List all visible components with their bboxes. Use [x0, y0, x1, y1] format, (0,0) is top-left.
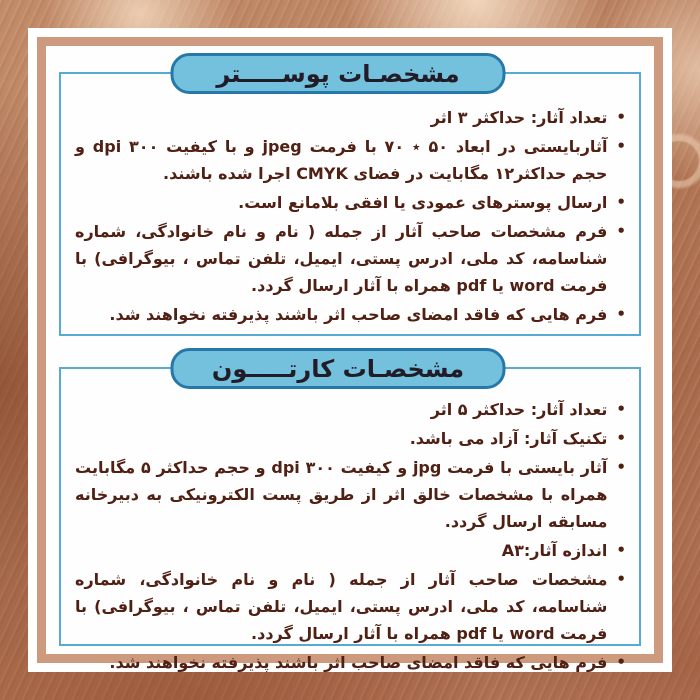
- list-item: [75, 537, 626, 564]
- list-item: [75, 425, 626, 452]
- list-item: [75, 104, 626, 131]
- list-item: [75, 301, 626, 328]
- section-poster-specs: [59, 59, 641, 336]
- bullet-icon: •: [616, 137, 626, 155]
- list-item: [75, 649, 626, 676]
- list-item-text: اندازه آثار:A۳: [501, 541, 608, 560]
- list-item: [75, 454, 626, 535]
- bullet-icon: •: [616, 570, 626, 588]
- section-cartoon-specs: [59, 354, 641, 672]
- cartoon-specs-list: [61, 369, 639, 684]
- list-item-text: مشخصات صاحب آثار از جمله ( نام و نام خانوادگی، شماره شناسامه، کد ملی، ادرس پستی، ایمیل، تلفن تماس ، بیوگرافی) با فرمت word یا pdf همراه با آثار ارسال گردد.: [75, 570, 608, 643]
- poster-specs-list: [61, 74, 639, 336]
- bullet-icon: •: [616, 222, 626, 240]
- bullet-icon: •: [616, 193, 626, 211]
- list-item-text: فرم هایی که فاقد امضای صاحب اثر باشند پذیرفته نخواهند شد.: [109, 653, 608, 672]
- list-item-text: تعداد آثار: حداکثر ۳ اثر: [430, 108, 608, 127]
- list-item: [75, 218, 626, 299]
- poster-specs-header: [171, 53, 506, 94]
- list-item: [75, 396, 626, 423]
- list-item: [75, 189, 626, 216]
- bullet-icon: •: [616, 541, 626, 559]
- cartoon-specs-title: مشخصـات کارتـــــون: [211, 354, 465, 383]
- list-item-text: تعداد آثار: حداکثر ۵ اثر: [430, 400, 608, 419]
- list-item-text: تکنیک آثار: آزاد می باشد.: [409, 429, 608, 448]
- poster-specs-title: مشخصـات پوســـــتر: [216, 59, 460, 88]
- list-item-text: آثاربایستی در ابعاد ۵۰ ٭ ۷۰ با فرمت jpeg و با کیفیت ۳۰۰ dpi و حجم حداکثر۱۲ مگابایت در فضای CMYK اجرا شده باشند.: [75, 137, 608, 183]
- list-item-text: فرم هایی که فاقد امضای صاحب اثر باشند پذیرفته نخواهند شد.: [109, 305, 608, 324]
- cartoon-specs-header: [171, 348, 506, 389]
- bullet-icon: •: [616, 429, 626, 447]
- bullet-icon: •: [616, 653, 626, 671]
- bullet-icon: •: [616, 400, 626, 418]
- bullet-icon: •: [616, 305, 626, 323]
- list-item-text: ارسال پوسترهای عمودی یا افقی بلامانع است.: [238, 193, 608, 212]
- outer-frame: [28, 28, 672, 672]
- list-item-text: فرم مشخصات صاحب آثار از جمله ( نام و نام خانوادگی، شماره شناسامه، کد ملی، ادرس پستی، ایمیل، تلفن تماس ، بیوگرافی) با فرمت word یا pdf همراه با آثار ارسال گردد.: [75, 222, 608, 295]
- bullet-icon: •: [616, 108, 626, 126]
- list-item: [75, 566, 626, 647]
- bullet-icon: •: [616, 458, 626, 476]
- list-item: [75, 133, 626, 187]
- list-item-text: آثار بایستی با فرمت jpg و کیفیت ۳۰۰ dpi و حجم حداکثر ۵ مگابایت همراه با مشخصات خالق اثر از طریق پست الکترونیکی به دبیرخانه مسابقه ارسال گردد.: [75, 458, 608, 531]
- inner-frame: [37, 37, 663, 672]
